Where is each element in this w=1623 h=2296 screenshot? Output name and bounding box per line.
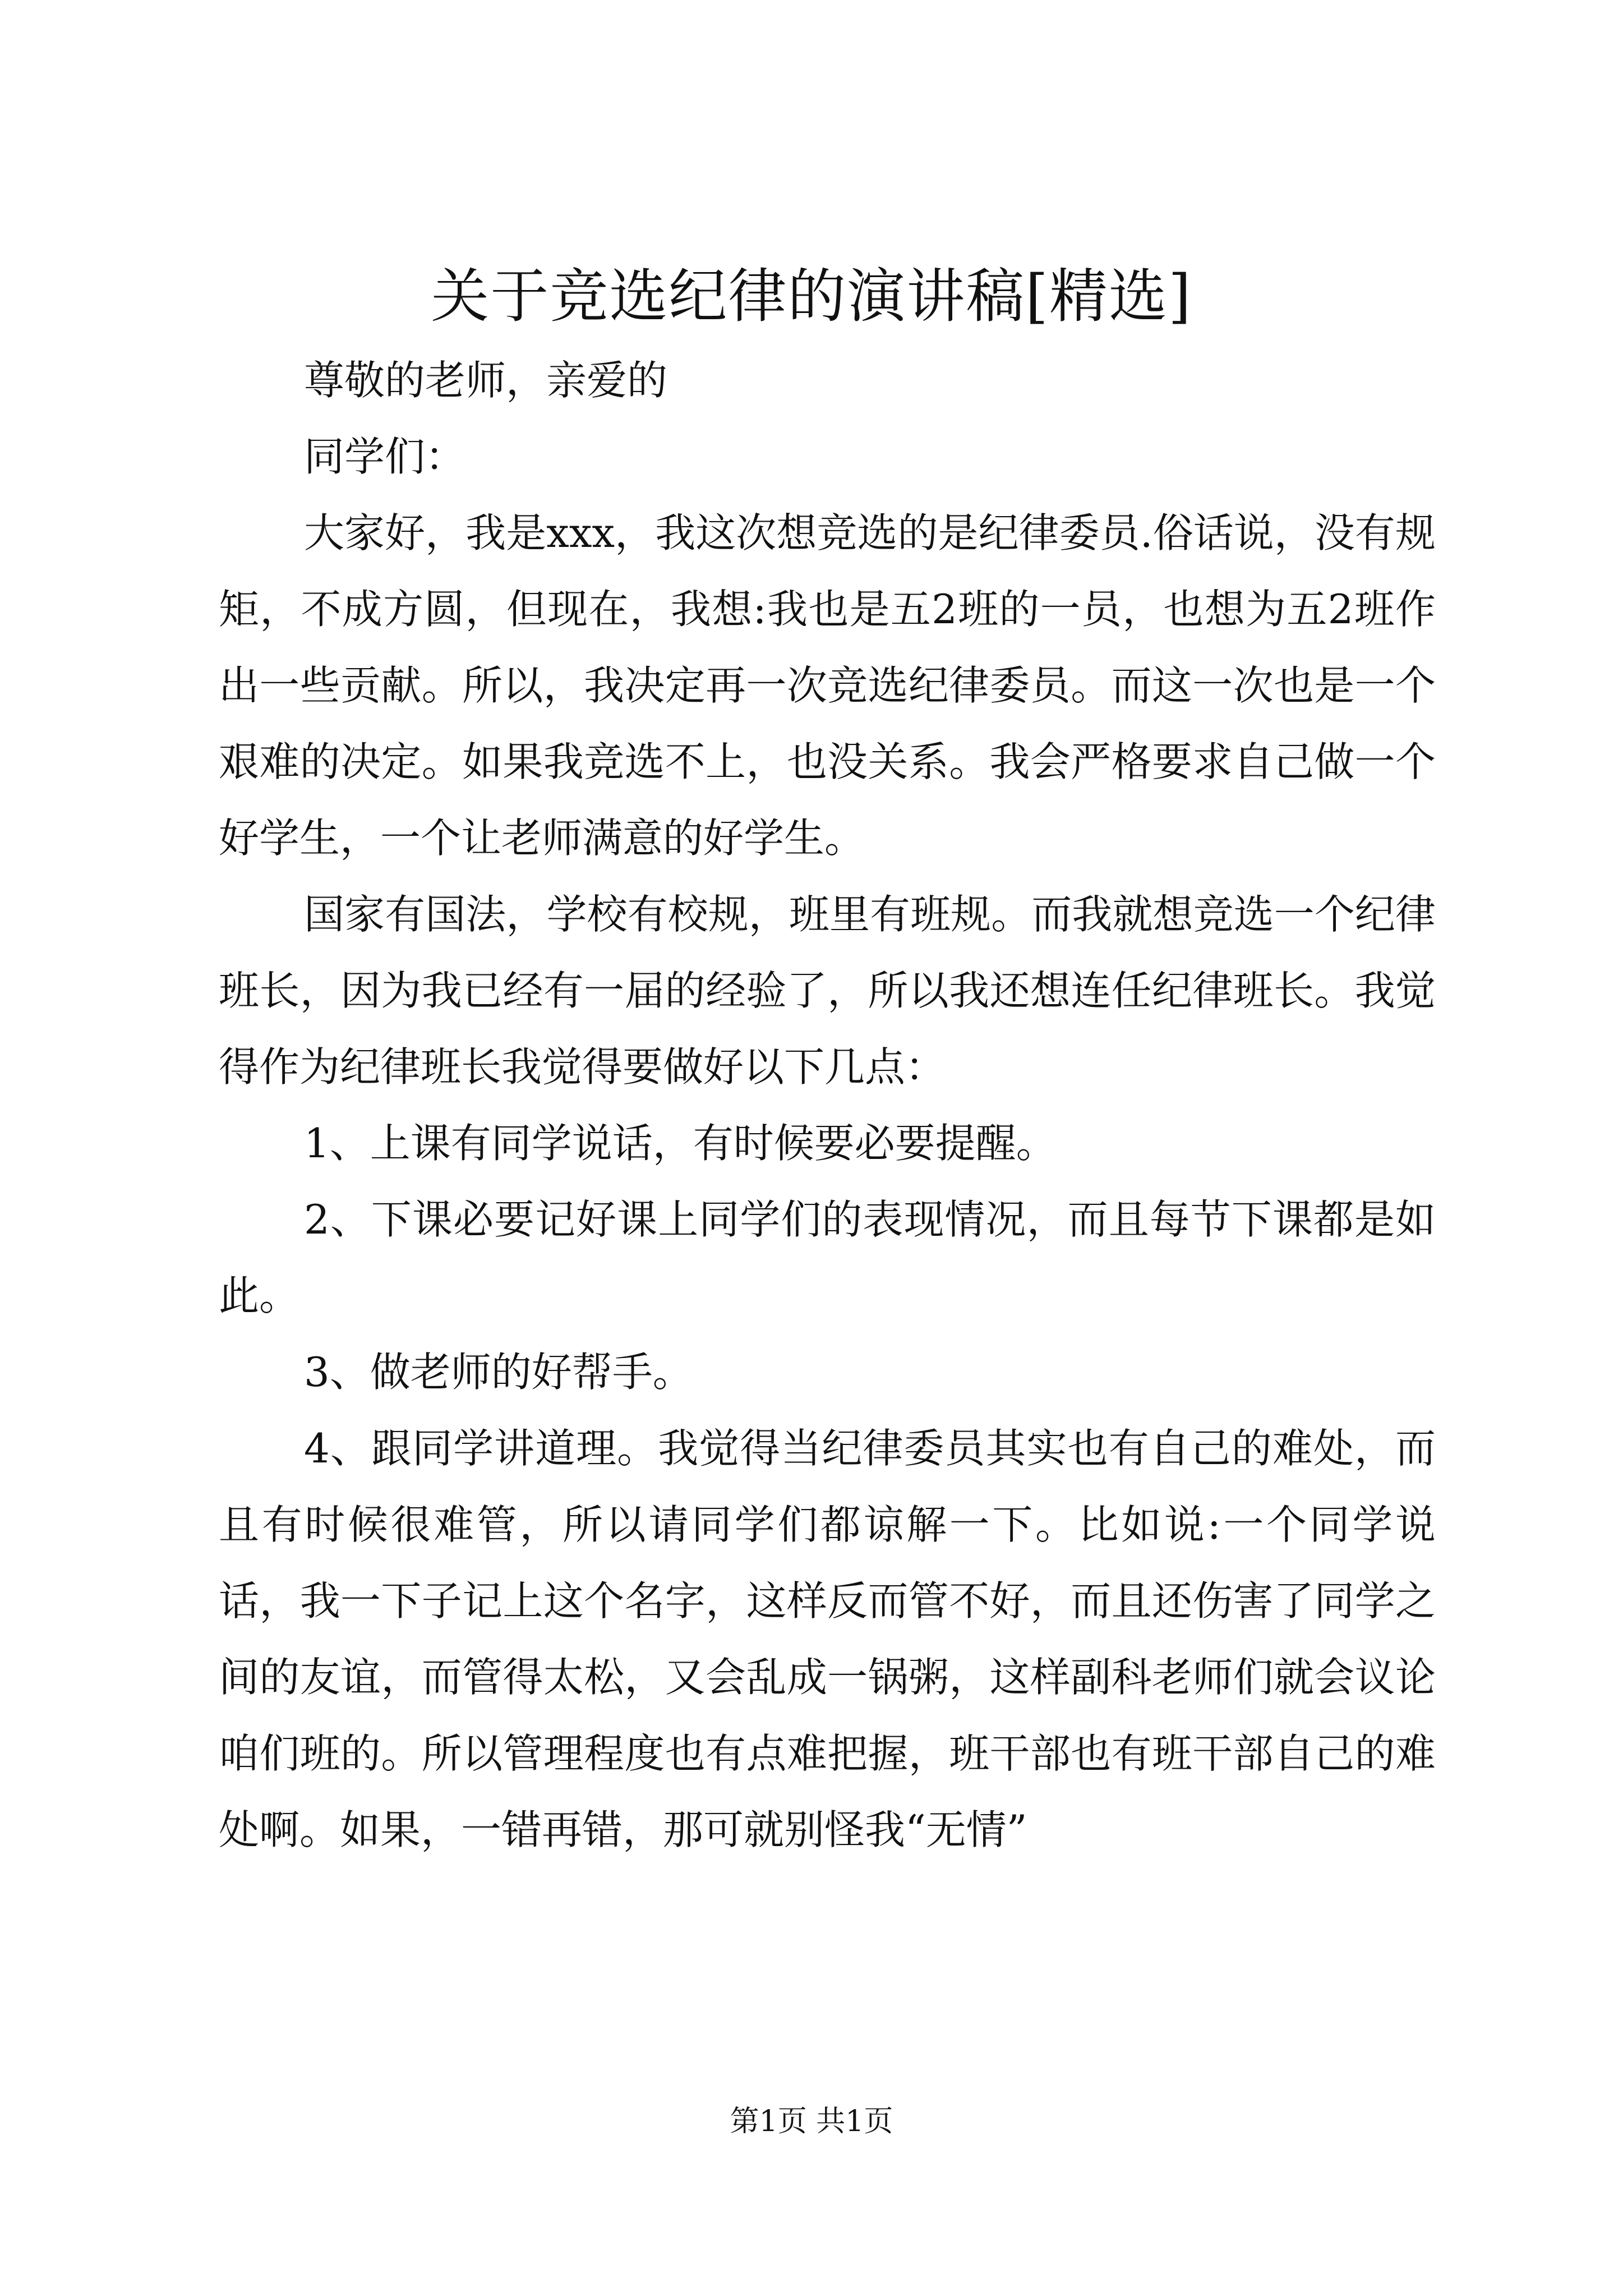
document-body [219,342,1436,1868]
paragraph-salutation-2: 同学们： [304,433,466,480]
page-footer: 第1页 共1页 [730,2105,893,2138]
list-item-2: 2、下课必要记好课上同学们的表现情况，而且每节下课都是如此。 [219,1196,1436,1319]
paragraph-salutation-1: 尊敬的老师，亲爱的 [304,357,668,404]
document-title: 关于竞选纪律的演讲稿[精选] [431,262,1192,330]
list-item-1: 1、上课有同学说话，有时候要必要提醒。 [304,1120,1057,1167]
list-item-3: 3、做老师的好帮手。 [304,1349,693,1396]
paragraph-rules: 国家有国法，学校有校规，班里有班规。而我就想竞选一个纪律班长，因为我已经有一届的经验了，所以我还想连任纪律班长。我觉得作为纪律班长我觉得要做好以下几点： [219,891,1436,1091]
list-item-4: 4、跟同学讲道理。我觉得当纪律委员其实也有自己的难处，而且有时候很难管，所以请同学们都谅解一下。比如说:一个同学说话，我一下子记上这个名字，这样反而管不好，而且还伤害了同学之间的友谊，而管得太松，又会乱成一锅粥，这样副科老师们就会议论咱们班的。所以管理程度也有点难把握，班干部也有班干部自己的难处啊。如果，一错再错，那可就别怪我“无情” [219,1425,1436,1853]
paragraph-introduction: 大家好，我是xxx，我这次想竞选的是纪律委员.俗话说，没有规矩，不成方圆，但现在，我想:我也是五2班的一员，也想为五2班作出一些贡献。所以，我决定再一次竞选纪律委员。而这一次也是一个艰难的决定。如果我竞选不上，也没关系。我会严格要求自己做一个好学生，一个让老师满意的好学生。 [219,509,1436,862]
